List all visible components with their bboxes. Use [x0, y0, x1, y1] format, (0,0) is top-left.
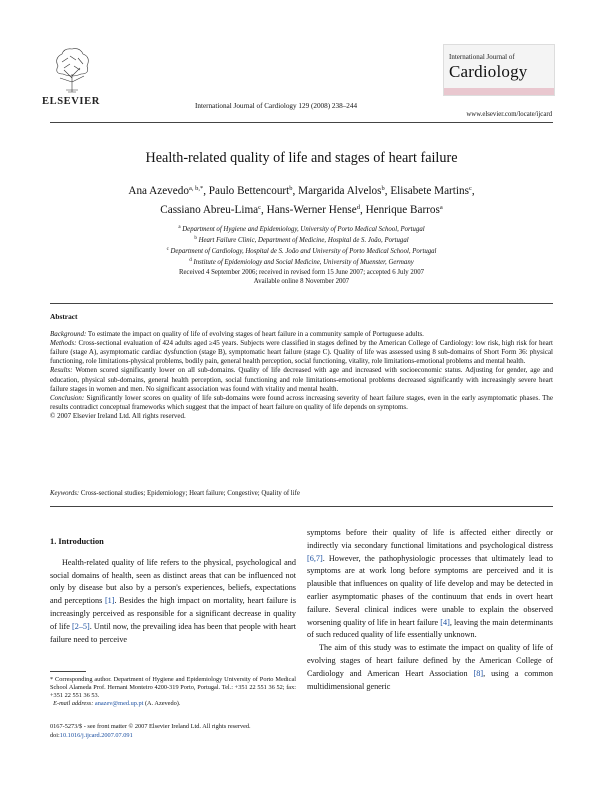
affiliations: [50, 223, 553, 267]
citation-link[interactable]: [1]: [104, 596, 115, 606]
affiliation-text: Institute of Epidemiology and Social Medicine, University of Muenster, Germany: [193, 259, 414, 266]
author-name: Ana Azevedo: [128, 185, 189, 197]
background-text: To estimate the impact on quality of life of evolving stages of heart failure in a community sample of Portuguese adults.: [86, 330, 424, 339]
affiliation-sup: c: [166, 247, 169, 252]
author-sup: a: [439, 203, 443, 211]
author-sup: b: [289, 185, 293, 192]
abstract-conclusion: [50, 394, 553, 412]
authors-line1: Ana Azevedo$^{a, b,*}$, Paulo Bettencourt$^b$, Margarida Alvelos$^b$, Elisabete Martins$^c$,: [128, 185, 475, 197]
left-column: [50, 536, 296, 646]
abstract-copyright: © 2007 Elsevier Ireland Ltd. All rights reserved.: [50, 411, 186, 420]
results-label: Results:: [50, 366, 73, 375]
author-sup: d: [356, 203, 360, 211]
author-name: Hans-Werner Hense: [266, 203, 357, 216]
journal-cover-logo: [443, 44, 555, 96]
header-divider: [50, 122, 553, 123]
email-link[interactable]: anazev@med.up.pt: [94, 700, 144, 708]
conclusion-label: Conclusion:: [50, 393, 85, 402]
abstract-background: [50, 330, 553, 339]
author-name: Margarida Alvelos: [298, 185, 382, 197]
citation-link[interactable]: [8]: [473, 668, 484, 678]
cover-line2: Cardiology: [449, 62, 528, 81]
abstract-methods: [50, 339, 553, 366]
affiliation-text: Department of Hygiene and Epidemiology, University of Porto Medical School, Portugal: [182, 226, 425, 233]
citation-link[interactable]: [6,7]: [307, 553, 323, 563]
online-date: Available online 8 November 2007: [253, 278, 350, 285]
body-top-divider: [50, 506, 553, 507]
elsevier-tree-logo: [48, 44, 96, 94]
citation-link[interactable]: [2–5]: [72, 621, 90, 631]
email-suffix: (A. Azevedo).: [143, 700, 181, 708]
author-name: Elisabete Martins: [390, 185, 469, 197]
author-sup: c: [468, 185, 472, 192]
paragraph-text: . Until now, the prevailing idea has been that people with heart failure need to perceive: [50, 621, 296, 644]
affiliation-sup: b: [194, 236, 197, 241]
affiliation: [50, 256, 553, 267]
affiliation: [50, 245, 553, 256]
received-date: Received 4 September 2006; received in revised form 15 June 2007; accepted 6 July 2007: [179, 269, 424, 276]
section-heading: 1. Introduction: [50, 537, 104, 546]
cover-bar: [444, 88, 554, 95]
body-paragraph: [307, 642, 553, 693]
author-name: Cassiano Abreu-Lima: [160, 203, 259, 216]
author-name: Henrique Barros: [365, 203, 440, 216]
abstract: [50, 312, 553, 421]
paragraph-text: . Besides the high impact on mortality, heart failure is increasingly perceived as responsible for a significant decrease in quality of life: [50, 596, 296, 631]
front-matter: [50, 723, 350, 740]
abstract-results: [50, 366, 553, 393]
paragraph-text: , using a common multidimensional generic: [307, 668, 553, 691]
intro-paragraph: [50, 557, 296, 647]
doi-label: doi:: [50, 731, 60, 739]
citation-link[interactable]: [4]: [440, 617, 450, 627]
methods-label: Methods:: [50, 339, 77, 348]
email-label: E-mail address:: [53, 700, 94, 708]
methods-text: Cross-sectional evaluation of 424 adults aged ≥45 years. Subjects were classified in stages defined by the American College of Cardiology: low risk, high risk for heart failure (stage A), asymptomatic cardiac dysfunction (stage B), symptomatic heart failure (stage C). Quality of life was assessed using 8 sub-domains of Short Form 36: physical functioning, role limitations-physical problems, bodily pain, general health perception, social functioning, vitality, role limitations-emotional problems and mental health.: [50, 339, 553, 366]
publisher-name: ELSEVIER: [42, 96, 100, 107]
cover-line1: International Journal of: [449, 53, 515, 61]
keywords: [50, 490, 553, 497]
author-list: [50, 181, 553, 218]
right-column: [307, 527, 553, 693]
footnote-rule: [50, 671, 86, 672]
keywords-label: Keywords:: [50, 490, 80, 497]
author-sup: a, b,*: [188, 185, 204, 192]
results-text: Women scored significantly lower on all sub-domains. Quality of life decreased with age and increased with socioeconomic status. Adjusting for gender, age and education, physical sub-domains, general health perception, social functioning and role limitations-emotional problems decreased significantly with increasingly severe heart failure stages in women and men. No significant association was found with vitality and mental health.: [50, 366, 553, 393]
article-dates: [50, 268, 553, 286]
article-title: Health-related quality of life and stages of heart failure: [145, 150, 458, 166]
affiliation: [50, 223, 553, 234]
paragraph-text: symptoms before their quality of life is affected either directly or indirectly via secondary functional limitations and psychological distress: [307, 528, 553, 550]
affiliation-text: Heart Failure Clinic, Department of Medicine, Hospital de S. João, Portugal: [198, 237, 409, 244]
conclusion-text: Significantly lower scores on quality of life sub-domains were found across increasing severity of heart failure stages, even in the early asymptomatic phases. The results contradict conceptual frameworks which suggest that the impact of heart failure on quality of life depends on symptoms.: [50, 393, 553, 411]
keywords-text: Cross-sectional studies; Epidemiology; Heart failure; Congestive; Quality of life: [79, 490, 300, 497]
abstract-top-divider: [50, 303, 553, 304]
abstract-heading: Abstract: [50, 312, 78, 321]
corresponding-author-footnote: [50, 676, 296, 708]
paragraph-text: , leaving the main determinants of such reduced quality of life essentially unknown.: [307, 617, 553, 640]
footnote-text: * Corresponding author. Department of Hygiene and Epidemiology University of Porto Medical School Alameda Prof. Hernani Monteiro 4200-319 Porto, Portugal. Tel.: +351 22 551 36 52; fax: +351 22 551 36 53.: [50, 676, 296, 700]
paragraph-text: Health-related quality of life refers to the physical, psychological and social domains of health, seen as distinct areas that can be influenced not only by disease but also by a person's experiences, beliefs, expectations and perceptions: [50, 557, 296, 606]
paragraph-text: . However, the pathophysiologic processes that ultimately lead to symptoms are at work long before symptoms are perceived and it is plausible that influences on quality of life develop and may be detected in earlier asymptomatic phases of the continuum that ends in overt heart failure. Several clinical indices were unable to explain the observed worsening quality of life in heart failure: [307, 553, 553, 627]
affiliation-text: Department of Cardiology, Hospital de S. João and University of Porto Medical School, Portugal: [170, 248, 437, 255]
journal-reference: International Journal of Cardiology 129 (2008) 238–244: [195, 102, 358, 110]
doi-line: [50, 732, 350, 741]
journal-url[interactable]: www.elsevier.com/locate/ijcard: [466, 111, 552, 118]
body-paragraph: [307, 527, 553, 642]
author-sup: c: [258, 203, 262, 211]
background-label: Background:: [50, 330, 87, 339]
doi-link[interactable]: 10.1016/j.ijcard.2007.07.091: [59, 731, 133, 739]
affiliation-sup: d: [189, 258, 192, 263]
authors-line2: Cassiano Abreu-Lima$^c$, Hans-Werner Hense$^d$, Henrique Barros$^a$: [160, 203, 443, 216]
affiliation: [50, 234, 553, 245]
author-sup: b: [381, 185, 385, 192]
issn-line: 0167-5273/$ - see front matter © 2007 Elsevier Ireland Ltd. All rights reserved.: [50, 723, 251, 730]
paragraph-text: The aim of this study was to estimate the impact on quality of life of evolving stages of heart failure defined by the American College of Cardiology and American Heart Association: [307, 643, 553, 678]
affiliation-sup: a: [178, 225, 181, 230]
author-name: Paulo Bettencourt: [208, 185, 290, 197]
